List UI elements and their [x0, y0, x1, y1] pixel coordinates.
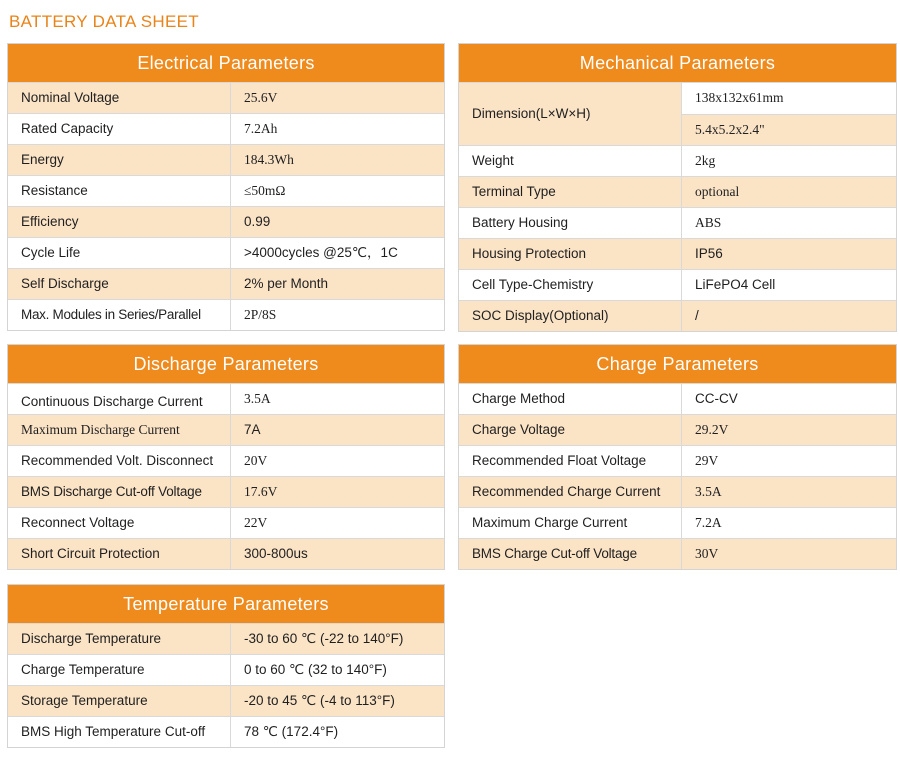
row-value: 7.2Ah: [244, 121, 278, 136]
row-value: LiFePO4 Cell: [695, 277, 776, 292]
row-value: 29.2V: [695, 422, 729, 437]
row-value: -20 to 45 ℃ (-4 to 113°F): [244, 693, 395, 708]
table-row: [8, 175, 444, 206]
row-label: Charge Temperature: [8, 655, 231, 685]
row-label: Terminal Type: [459, 177, 682, 207]
table-row: [8, 383, 444, 414]
row-value: 7.2A: [695, 515, 722, 530]
row-label: BMS Charge Cut-off Voltage: [459, 539, 682, 569]
row-value: 30V: [695, 546, 719, 561]
electrical-parameters-header: Electrical Parameters: [8, 44, 444, 82]
table-row: [8, 299, 444, 330]
row-value: ≤50mΩ: [244, 183, 286, 198]
row-label: Resistance: [8, 176, 231, 206]
row-label: Maximum Charge Current: [459, 508, 682, 538]
row-value: IP56: [695, 246, 723, 261]
sheet-title: BATTERY DATA SHEET: [9, 12, 199, 31]
row-label: Housing Protection: [459, 239, 682, 269]
table-row: [8, 476, 444, 507]
row-value: ABS: [695, 215, 722, 230]
table-row: [459, 445, 896, 476]
row-value: 2% per Month: [244, 276, 329, 291]
row-label: Rated Capacity: [8, 114, 231, 144]
table-row: [459, 507, 896, 538]
row-label: BMS High Temperature Cut-off: [8, 717, 231, 747]
row-label: Recommended Float Voltage: [459, 446, 682, 476]
dimension-values: [682, 83, 896, 145]
electrical-rows: [8, 82, 444, 330]
row-label: Reconnect Voltage: [8, 508, 231, 538]
row-label: Maximum Discharge Current: [8, 415, 231, 445]
row-label: Recommended Charge Current: [459, 477, 682, 507]
row-label: Max. Modules in Series/Parallel: [8, 300, 231, 330]
row-value: optional: [695, 184, 740, 199]
table-row: [8, 82, 444, 113]
row-value: 184.3Wh: [244, 152, 294, 167]
row-label: Energy: [8, 145, 231, 175]
table-row: [459, 538, 896, 569]
table-row: [8, 206, 444, 237]
row-value: /: [695, 308, 699, 323]
table-row: [8, 445, 444, 476]
table-row: [8, 268, 444, 299]
row-value: 20V: [244, 453, 268, 468]
mechanical-rows: [459, 145, 896, 331]
table-row: [8, 716, 444, 747]
row-value: -30 to 60 ℃ (-22 to 140°F): [244, 631, 404, 646]
table-row: [8, 144, 444, 175]
discharge-rows: [8, 383, 444, 569]
charge-rows: [459, 383, 896, 569]
table-row: [459, 383, 896, 414]
row-label: Charge Method: [459, 384, 682, 414]
row-value: 3.5A: [695, 484, 722, 499]
table-row: [459, 238, 896, 269]
row-label: Storage Temperature: [8, 686, 231, 716]
row-value: 3.5A: [244, 391, 271, 406]
temperature-parameters-panel: [7, 584, 445, 748]
table-row: [8, 623, 444, 654]
table-row: [8, 113, 444, 144]
mechanical-parameters-header: Mechanical Parameters: [459, 44, 896, 82]
dimension-row: [459, 82, 896, 145]
row-value: >4000cycles @25℃，1C: [244, 245, 398, 260]
row-label: Recommended Volt. Disconnect: [8, 446, 231, 476]
temperature-rows: [8, 623, 444, 747]
table-row: [8, 237, 444, 268]
row-value: CC-CV: [695, 391, 738, 406]
dimension-inch-value: 5.4x5.2x2.4": [682, 114, 896, 145]
table-row: [8, 507, 444, 538]
row-label: Charge Voltage: [459, 415, 682, 445]
row-label: Battery Housing: [459, 208, 682, 238]
table-row: [459, 207, 896, 238]
dimension-mm-value: 138x132x61mm: [682, 83, 896, 114]
row-value: 7A: [244, 422, 261, 437]
table-row: [8, 654, 444, 685]
row-value: 0.99: [244, 214, 271, 229]
table-row: [459, 176, 896, 207]
table-row: [8, 414, 444, 445]
discharge-parameters-panel: [7, 344, 445, 570]
table-row: [8, 685, 444, 716]
row-value: 300-800us: [244, 546, 308, 561]
row-value: 17.6V: [244, 484, 278, 499]
mechanical-parameters-panel: [458, 43, 897, 332]
table-row: [459, 414, 896, 445]
row-label: Cell Type-Chemistry: [459, 270, 682, 300]
charge-parameters-header: Charge Parameters: [459, 345, 896, 383]
charge-parameters-panel: [458, 344, 897, 570]
row-label: Weight: [459, 146, 682, 176]
row-label: Discharge Temperature: [8, 624, 231, 654]
table-row: [459, 269, 896, 300]
row-label: Efficiency: [8, 207, 231, 237]
row-value: 22V: [244, 515, 268, 530]
row-label: Nominal Voltage: [8, 83, 231, 113]
electrical-parameters-panel: [7, 43, 445, 331]
row-label: SOC Display(Optional): [459, 301, 682, 331]
table-row: [459, 300, 896, 331]
row-value: 0 to 60 ℃ (32 to 140°F): [244, 662, 387, 677]
row-value: 2kg: [695, 153, 716, 168]
row-label: Continuous Discharge Current: [8, 384, 231, 414]
table-row: [459, 145, 896, 176]
row-value: 78 ℃ (172.4°F): [244, 724, 339, 739]
row-value: 25.6V: [244, 90, 278, 105]
row-label: Short Circuit Protection: [8, 539, 231, 569]
row-value: 29V: [695, 453, 719, 468]
temperature-parameters-header: Temperature Parameters: [8, 585, 444, 623]
table-row: [459, 476, 896, 507]
row-label: Dimension(L×W×H): [459, 83, 682, 145]
row-label: Cycle Life: [8, 238, 231, 268]
row-label: Self Discharge: [8, 269, 231, 299]
discharge-parameters-header: Discharge Parameters: [8, 345, 444, 383]
table-row: [8, 538, 444, 569]
row-value: 2P/8S: [244, 307, 277, 322]
row-label: BMS Discharge Cut-off Voltage: [8, 477, 231, 507]
